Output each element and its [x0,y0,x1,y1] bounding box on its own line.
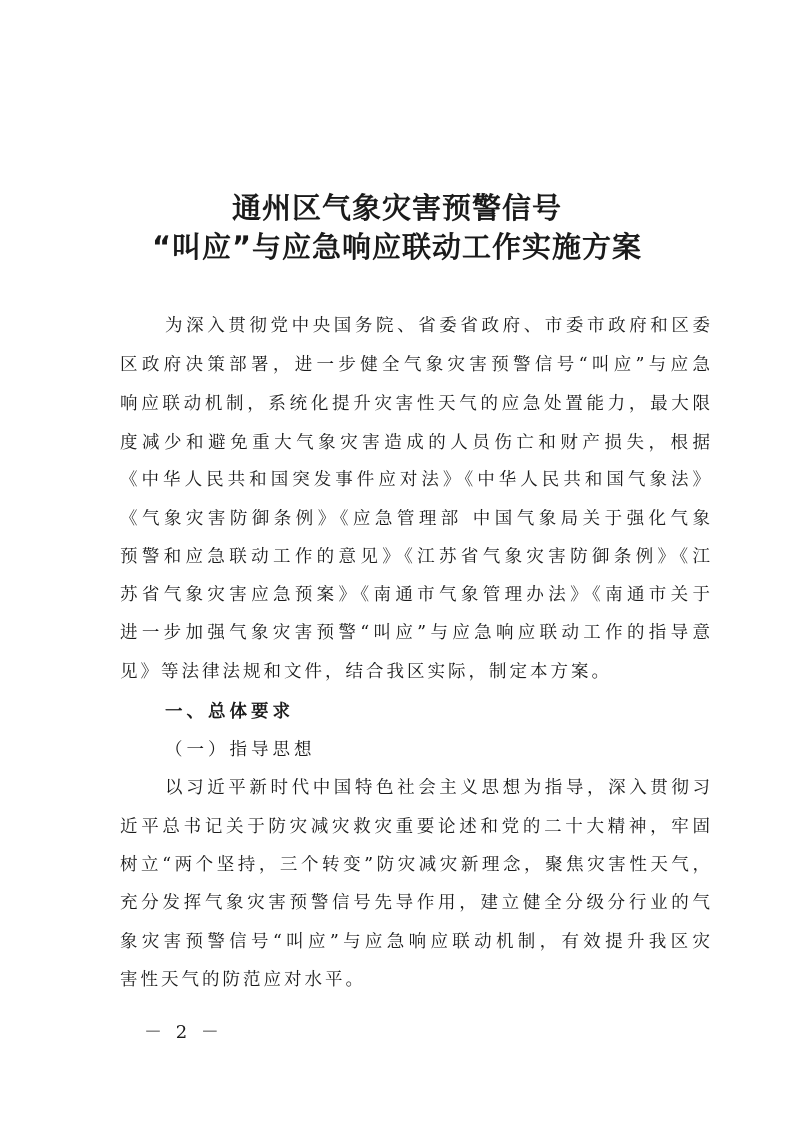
document-title-line-1: 通州区气象灾害预警信号 [231,191,562,225]
document-title-line-2: “叫应”与应急响应联动工作实施方案 [151,230,643,264]
paragraph-line: 为深入贯彻党中央国务院、省委省政府、市委市政府和区委 [165,316,710,336]
paragraph-line: 近平总书记关于防灾减灾救灾重要论述和党的二十大精神，牢固 [120,817,710,837]
paragraph-line: 充分发挥气象灾害预警信号先导作用，建立健全分级分行业的气 [120,893,710,913]
paragraph-line: 以习近平新时代中国特色社会主义思想为指导，深入贯彻习 [165,778,710,798]
paragraph-line: 《气象灾害防御条例》《应急管理部 中国气象局关于强化气象 [120,509,710,529]
paragraph-line: 象灾害预警信号“叫应”与应急响应联动机制，有效提升我区灾 [120,932,710,952]
section-heading: 一、总体要求 [165,702,294,722]
paragraph-line: 度减少和避免重大气象灾害造成的人员伤亡和财产损失，根据 [120,433,710,453]
subsection-heading: （一）指导思想 [165,740,316,760]
paragraph-line: 见》等法律法规和文件，结合我区实际，制定本方案。 [120,662,612,682]
paragraph-line: 区政府决策部署，进一步健全气象灾害预警信号“叫应”与应急 [120,355,710,375]
page-number: － 2 － [144,1022,223,1043]
paragraph-line: 树立“两个坚持，三个转变”防灾减灾新理念，聚焦灾害性天气， [120,855,710,875]
paragraph-line: 响应联动机制，系统化提升灾害性天气的应急处置能力，最大限 [120,394,710,414]
paragraph-line: 苏省气象灾害应急预案》《南通市气象管理办法》《南通市关于 [120,585,710,605]
paragraph-line: 进一步加强气象灾害预警“叫应”与应急响应联动工作的指导意 [120,623,710,643]
paragraph-line: 预警和应急联动工作的意见》《江苏省气象灾害防御条例》《江 [120,547,710,567]
paragraph-line: 《中华人民共和国突发事件应对法》《中华人民共和国气象法》 [120,470,710,490]
paragraph-line: 害性天气的防范应对水平。 [120,970,366,990]
